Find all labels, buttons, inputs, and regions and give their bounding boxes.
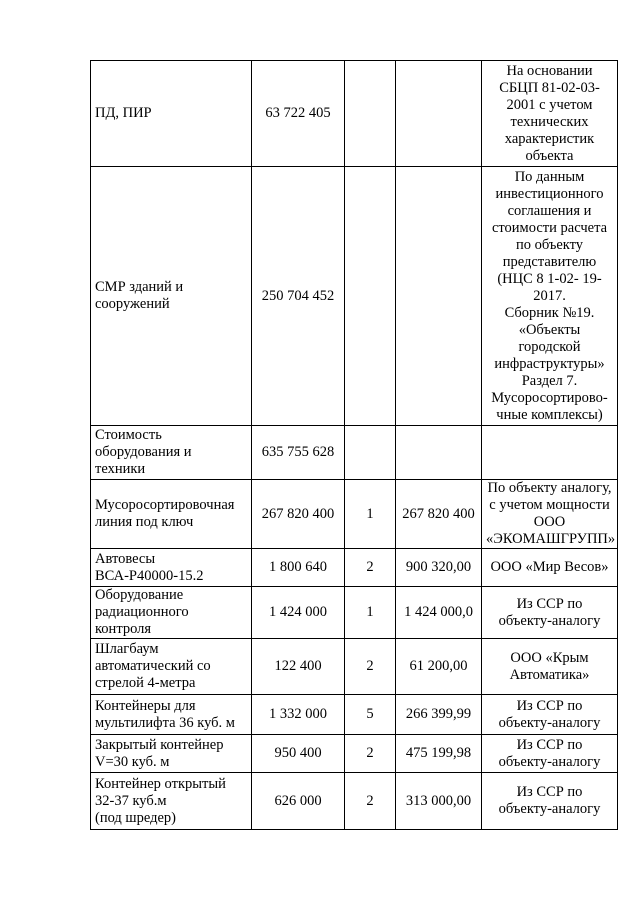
item-basis: ООО «Крым Автоматика» bbox=[482, 639, 618, 695]
table-row bbox=[91, 639, 618, 695]
item-name: Закрытый контейнер V=30 куб. м bbox=[91, 735, 252, 773]
table-row bbox=[91, 167, 618, 426]
item-price: 1 424 000,0 bbox=[396, 587, 482, 639]
item-basis: Из ССР по объекту-аналогу bbox=[482, 695, 618, 735]
item-name: Контейнер открытый 32-37 куб.м (под шредер) bbox=[91, 773, 252, 830]
item-basis bbox=[482, 426, 618, 480]
item-price: 266 399,99 bbox=[396, 695, 482, 735]
item-qty bbox=[345, 61, 396, 167]
item-qty: 5 bbox=[345, 695, 396, 735]
item-qty: 1 bbox=[345, 480, 396, 549]
table-row bbox=[91, 735, 618, 773]
item-price bbox=[396, 61, 482, 167]
item-qty bbox=[345, 426, 396, 480]
item-total: 267 820 400 bbox=[252, 480, 345, 549]
table-row bbox=[91, 426, 618, 480]
item-qty: 1 bbox=[345, 587, 396, 639]
item-name: Оборудование радиационного контроля bbox=[91, 587, 252, 639]
item-price bbox=[396, 426, 482, 480]
item-basis: На основании СБЦП 81-02-03- 2001 с учетом технических характеристик объекта bbox=[482, 61, 618, 167]
item-total: 635 755 628 bbox=[252, 426, 345, 480]
item-total: 626 000 bbox=[252, 773, 345, 830]
table-row bbox=[91, 587, 618, 639]
item-total: 250 704 452 bbox=[252, 167, 345, 426]
item-basis: Из ССР по объекту-аналогу bbox=[482, 773, 618, 830]
item-total: 122 400 bbox=[252, 639, 345, 695]
item-name: Контейнеры для мультилифта 36 куб. м bbox=[91, 695, 252, 735]
item-total: 1 800 640 bbox=[252, 549, 345, 587]
cost-table bbox=[90, 60, 618, 830]
item-basis: Из ССР по объекту-аналогу bbox=[482, 735, 618, 773]
item-basis: По объекту аналогу, с учетом мощности ООО «ЭКОМАШГРУПП» bbox=[482, 480, 618, 549]
item-name: Шлагбаум автоматический со стрелой 4-метра bbox=[91, 639, 252, 695]
item-price bbox=[396, 167, 482, 426]
item-total: 63 722 405 bbox=[252, 61, 345, 167]
item-price: 475 199,98 bbox=[396, 735, 482, 773]
table-row bbox=[91, 549, 618, 587]
item-basis: По данным инвестиционного соглашения и стоимости расчета по объекту представителю (НЦС 8 1-02- 19- 2017. Сборник №19. «Объекты городской инфраструктуры» Раздел 7. Мусоросортирово- чные комплексы) bbox=[482, 167, 618, 426]
table-row bbox=[91, 773, 618, 830]
item-qty: 2 bbox=[345, 735, 396, 773]
table-row bbox=[91, 480, 618, 549]
item-total: 1 332 000 bbox=[252, 695, 345, 735]
item-basis: ООО «Мир Весов» bbox=[482, 549, 618, 587]
item-price: 267 820 400 bbox=[396, 480, 482, 549]
item-price: 900 320,00 bbox=[396, 549, 482, 587]
item-name: Стоимость оборудования и техники bbox=[91, 426, 252, 480]
item-total: 1 424 000 bbox=[252, 587, 345, 639]
table-row bbox=[91, 61, 618, 167]
table-row bbox=[91, 695, 618, 735]
item-price: 313 000,00 bbox=[396, 773, 482, 830]
item-qty: 2 bbox=[345, 639, 396, 695]
item-name: Мусоросортировочная линия под ключ bbox=[91, 480, 252, 549]
item-basis: Из ССР по объекту-аналогу bbox=[482, 587, 618, 639]
item-name: Автовесы ВСА-Р40000-15.2 bbox=[91, 549, 252, 587]
item-name: СМР зданий и сооружений bbox=[91, 167, 252, 426]
item-price: 61 200,00 bbox=[396, 639, 482, 695]
item-qty: 2 bbox=[345, 549, 396, 587]
item-name: ПД, ПИР bbox=[91, 61, 252, 167]
item-qty bbox=[345, 167, 396, 426]
item-qty: 2 bbox=[345, 773, 396, 830]
item-total: 950 400 bbox=[252, 735, 345, 773]
